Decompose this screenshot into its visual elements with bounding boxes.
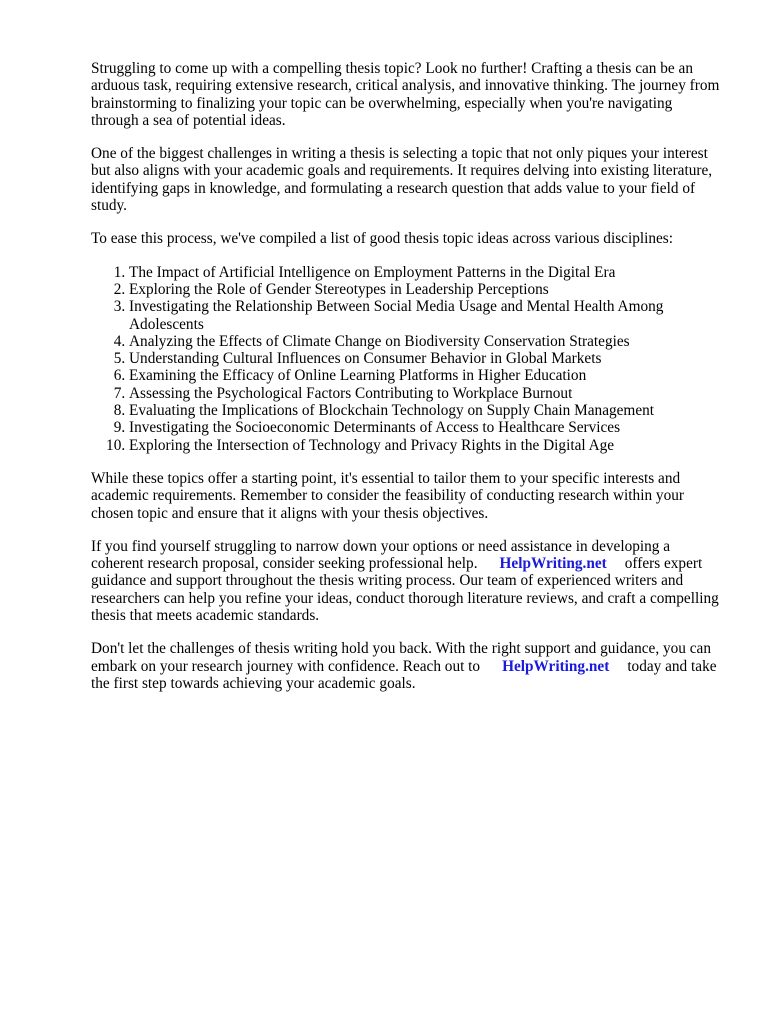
closing-text-after: today and take the first step towards achieving your academic goals.	[91, 657, 717, 692]
list-item: 8. Evaluating the Implications of Blockchain Technology on Supply Chain Management	[129, 402, 723, 419]
list-item: 6. Examining the Efficacy of Online Learning Platforms in Higher Education	[129, 367, 723, 384]
tailor-paragraph: While these topics offer a starting point, it's essential to tailor them to your specific interests and academic requirements. Remember to consider the feasibility of conducting research within your chosen topic and ensure that it aligns with your thesis objectives.	[91, 469, 684, 522]
help-text-before: If you find yourself struggling to narrow down your options or need assistance in developing a coherent research proposal, consider seeking professional help.	[91, 537, 671, 573]
list-item: 7. Assessing the Psychological Factors Contributing to Workplace Burnout	[129, 385, 723, 402]
intro-paragraph: Struggling to come up with a compelling thesis topic? Look no further! Crafting a thesis can be an arduous task, requiring extensive research, critical analysis, and innovative thinking. The journey from brainstorming to finalizing your topic can be overwhelming, especially when you're navigating through a sea of potential ideas.	[91, 60, 720, 129]
topic-list	[91, 264, 723, 454]
closing-paragraph	[91, 640, 723, 692]
challenge-paragraph: One of the biggest challenges in writing a thesis is selecting a topic that not only piques your interest but also aligns with your academic goals and requirements. It requires delving into existing literature, identifying gaps in knowledge, and formulating a research question that adds value to your field of study.	[91, 145, 713, 215]
document-page	[91, 60, 723, 708]
list-item: 4. Analyzing the Effects of Climate Change on Biodiversity Conservation Strategies	[129, 333, 723, 350]
help-text-after: offers expert guidance and support throughout the thesis writing process. Our team of experienced writers and researchers can help you refine your ideas, conduct thorough literature reviews, and craft a compelling thesis that meets academic standards.	[91, 555, 719, 625]
list-item: 10. Exploring the Intersection of Technology and Privacy Rights in the Digital Age	[129, 437, 723, 454]
list-intro-paragraph: To ease this process, we've compiled a list of good thesis topic ideas across various disciplines:	[91, 230, 673, 248]
helpwriting-link[interactable]: HelpWriting.net	[499, 555, 607, 573]
helpwriting-link[interactable]: HelpWriting.net	[502, 657, 610, 675]
list-item: 3. Investigating the Relationship Between Social Media Usage and Mental Health Among Adolescents	[129, 298, 723, 333]
list-item: 9. Investigating the Socioeconomic Determinants of Access to Healthcare Services	[129, 419, 723, 436]
closing-text-before: Don't let the challenges of thesis writing hold you back. With the right support and guidance, you can embark on your research journey with confidence. Reach out to	[91, 640, 711, 675]
list-item: 1. The Impact of Artificial Intelligence on Employment Patterns in the Digital Era	[129, 264, 723, 281]
list-item: 2. Exploring the Role of Gender Stereotypes in Leadership Perceptions	[129, 281, 723, 298]
list-item: 5. Understanding Cultural Influences on Consumer Behavior in Global Markets	[129, 350, 723, 367]
help-paragraph	[91, 538, 723, 624]
